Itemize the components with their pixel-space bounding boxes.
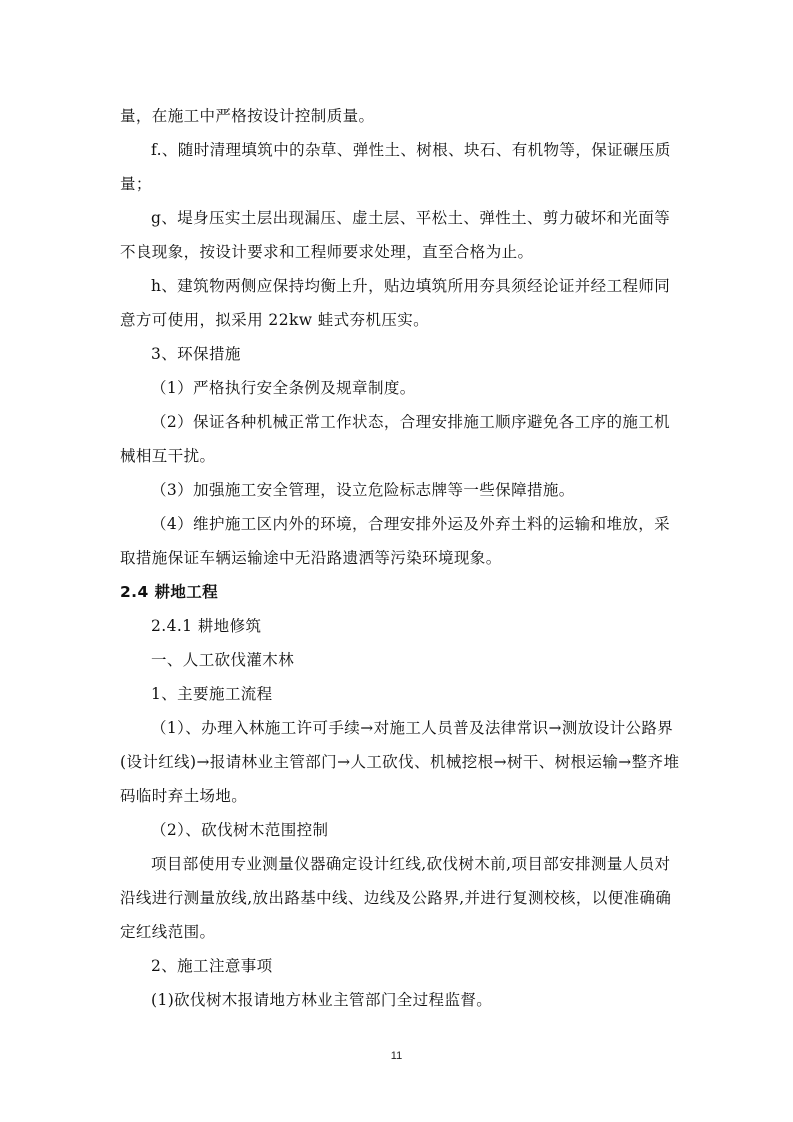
body-text (120, 99, 680, 1017)
section-title-environmental: 3、环保措施 (151, 345, 241, 363)
subsection-title: 2.4.1 耕地修筑 (151, 617, 262, 635)
paragraph-process-1: （1）、办理入林施工许可手续→对施工人员普及法律常识→测放设计公路界(设计红线)→报请林业主管部门→人工砍伐、机械挖根→树干、树根运输→整齐堆码临时弃土场地。 (120, 719, 680, 805)
paragraph-notes-title: 2、施工注意事项 (151, 957, 273, 975)
paragraph-notes-1: (1)砍伐树木报请地方林业主管部门全过程监督。 (151, 991, 493, 1009)
section-heading-farmland: 2.4 耕地工程 (120, 583, 219, 601)
paragraph-process-title: 1、主要施工流程 (151, 685, 273, 703)
paragraph-survey: 项目部使用专业测量仪器确定设计红线,砍伐树木前,项目部安排测量人员对沿线进行测量放线,放出路基中线、边线及公路界,并进行复测校核，以便准确确定红线范围。 (120, 855, 672, 941)
paragraph-item-g: g、堤身压实土层出现漏压、虚土层、平松土、弹性土、剪力破坏和光面等不良现象，按设计要求和工程师要求处理，直至合格为止。 (120, 209, 671, 261)
paragraph-quality-control: 量，在施工中严格按设计控制质量。 (120, 107, 375, 125)
paragraph-clearing-title: 一、人工砍伐灌木林 (151, 651, 295, 669)
page-number: 11 (390, 1050, 403, 1062)
paragraph-env-3: （3）加强施工安全管理，设立危险标志牌等一些保障措施。 (151, 481, 575, 499)
paragraph-item-f: f.、随时清理填筑中的杂草、弹性土、树根、块石、有机物等，保证碾压质量； (120, 141, 671, 193)
paragraph-item-h: h、建筑物两侧应保持均衡上升，贴边填筑所用夯具须经论证并经工程师同意方可使用，拟采用 22kw 蛙式夯机压实。 (120, 277, 671, 329)
paragraph-env-4: （4）维护施工区内外的环境，合理安排外运及外弃土料的运输和堆放，采取措施保证车辆运输途中无沿路遗洒等污染环境现象。 (120, 515, 671, 567)
paragraph-env-2: （2）保证各种机械正常工作状态，合理安排施工顺序避免各工序的施工机械相互干扰。 (120, 413, 671, 465)
paragraph-env-1: （1）严格执行安全条例及规章制度。 (151, 379, 416, 397)
paragraph-process-2: （2）、砍伐树木范围控制 (151, 821, 329, 839)
